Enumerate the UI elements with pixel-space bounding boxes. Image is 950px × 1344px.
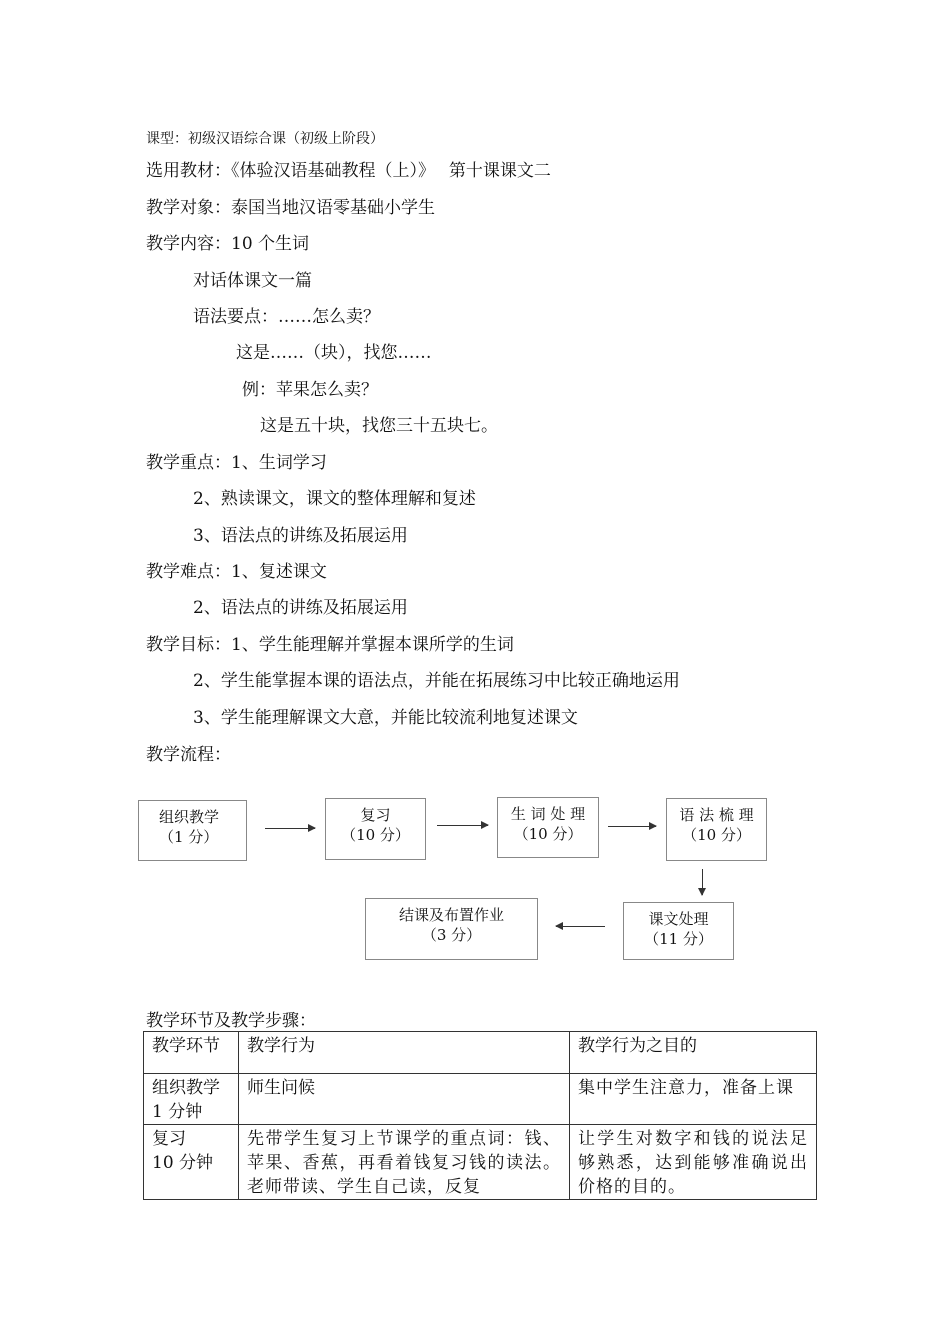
flow-step-time: （3 分） [421,926,482,944]
table-cell-action: 师生问候 [239,1074,570,1125]
table-cell-action: 先带学生复习上节课学的重点词：钱、苹果、香蕉，再看着钱复习钱的读法。老师带读、学生自己读，反复 [239,1125,570,1200]
arrow-right-icon [437,825,488,826]
grammar-point: 语法要点：……怎么卖？ [193,307,380,327]
table-cell-stage: 复习 10 分钟 [144,1125,239,1200]
flow-step [666,798,767,861]
flow-step-time: （10 分） [513,825,583,843]
flow-step [623,902,734,960]
grammar-pattern: 这是……（块），找您…… [236,343,432,363]
flow-step-name: 复习 [360,806,391,824]
table-cell-purpose: 集中学生注意力，准备上课 [570,1074,817,1125]
flow-step-time: （10 分） [682,826,751,844]
flow-step [138,800,247,861]
table-row [144,1074,817,1125]
flow-step [325,798,426,860]
focus-item: 3、语法点的讲练及拓展运用 [193,526,408,546]
table-header-cell: 教学环节 [144,1032,239,1074]
course-type: 课型：初级汉语综合课（初级上阶段） [146,131,384,147]
content-item: 对话体课文一篇 [193,271,312,291]
table-cell-purpose: 让学生对数字和钱的说法足够熟悉，达到能够准确说出价格的目的。 [570,1125,817,1200]
focus-item: 教学重点：1、生词学习 [146,453,327,473]
example-answer: 这是五十块，找您三十五块七。 [260,416,498,436]
steps-table [143,1031,817,1200]
textbook: 选用教材：《体验汉语基础教程（上）》 第十课课文二 [146,161,551,181]
arrow-left-icon [556,926,605,927]
flow-step [497,797,599,858]
goal-item: 2、学生能掌握本课的语法点，并能在拓展练习中比较正确地运用 [193,671,680,691]
goal-item: 教学目标：1、学生能理解并掌握本课所学的生词 [146,635,514,655]
example-question: 例：苹果怎么卖？ [242,380,378,400]
flow-label: 教学流程： [146,745,231,765]
arrow-right-icon [608,826,656,827]
table-cell-stage: 组织教学 1 分钟 [144,1074,239,1125]
table-row [144,1125,817,1200]
flow-step-time: （1 分） [159,828,219,846]
steps-label: 教学环节及教学步骤： [146,1011,316,1031]
flow-step-name: 课文处理 [648,910,709,928]
flow-step-name: 语 法 梳 理 [679,806,754,824]
table-header-cell: 教学行为 [239,1032,570,1074]
flow-step-name: 组织教学 [159,808,220,826]
difficulty-item: 2、语法点的讲练及拓展运用 [193,598,408,618]
flow-step-name: 生 词 处 理 [510,805,586,823]
difficulty-item: 教学难点：1、复述课文 [146,562,327,582]
arrow-right-icon [265,828,315,829]
audience: 教学对象：泰国当地汉语零基础小学生 [146,198,435,218]
table-header-row [144,1032,817,1074]
arrow-down-icon [702,869,703,895]
goal-item: 3、学生能理解课文大意，并能比较流利地复述课文 [193,708,578,728]
flow-step-time: （11 分） [644,930,713,948]
focus-item: 2、熟读课文，课文的整体理解和复述 [193,489,476,509]
content-label: 教学内容：10 个生词 [146,234,310,254]
table-header-cell: 教学行为之目的 [570,1032,817,1074]
flow-step-time: （10 分） [341,826,410,844]
flow-step [365,898,538,960]
flow-step-name: 结课及布置作业 [398,906,504,924]
